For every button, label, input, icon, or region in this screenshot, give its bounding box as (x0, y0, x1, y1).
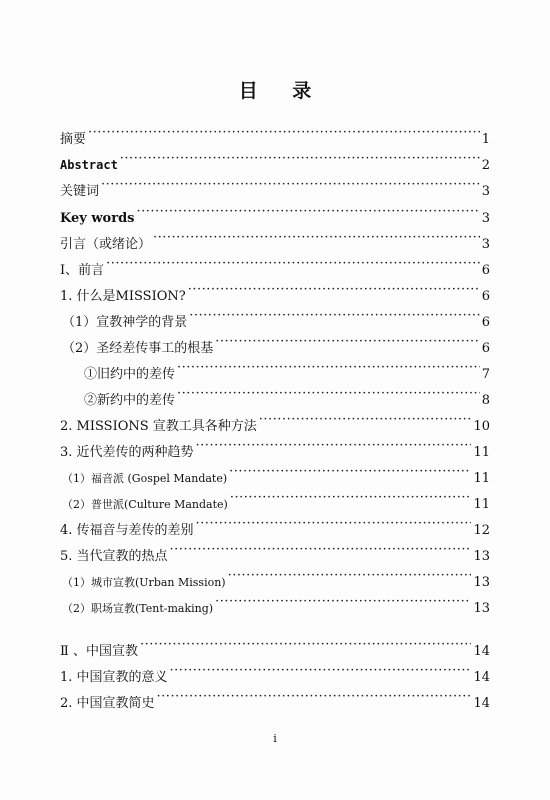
dot-leader (215, 332, 479, 352)
toc-entry-page: 3 (481, 211, 490, 226)
toc-entry-label: 引言（或绪论） (60, 237, 152, 252)
toc-entry-keywords-cn[interactable] (60, 175, 490, 199)
dot-leader (196, 436, 472, 456)
dot-leader (101, 175, 480, 195)
toc-entry-page: 14 (473, 696, 490, 711)
toc-entry-label: （1）福音派 (Gospel Mandate) (62, 472, 228, 485)
dot-leader (157, 687, 472, 707)
toc-entry-label: ①旧约中的差传 (84, 367, 176, 382)
toc-entry-label: 1. 中国宣教的意义 (60, 670, 168, 685)
toc-entry-label: 4. 传福音与差传的差别 (60, 523, 194, 538)
toc-entry-label: 关键词 (60, 184, 100, 199)
toc-entry-mission-methods[interactable] (60, 410, 490, 434)
toc-entry-biblical-foundation[interactable] (62, 332, 490, 356)
toc-entry-page: 13 (473, 575, 490, 590)
toc-entry-label: Ⅱ 、中国宣教 (60, 644, 138, 659)
toc-entry-label: 2. 中国宣教简史 (60, 696, 155, 711)
dot-leader (196, 514, 472, 534)
toc-entry-page: 6 (481, 315, 490, 330)
toc-entry-tent-making[interactable] (62, 592, 490, 616)
toc-entry-gospel-mandate[interactable] (62, 462, 490, 486)
toc-entry-page: 11 (473, 497, 490, 512)
toc-entry-page: 11 (473, 445, 490, 460)
toc-entry-label: Ⅰ、前言 (60, 263, 105, 278)
toc-entry-page: 14 (473, 670, 490, 685)
toc-entry-china-mission-history[interactable] (60, 687, 490, 711)
toc-entry-culture-mandate[interactable] (62, 488, 490, 512)
dot-leader (170, 540, 472, 560)
dot-leader (188, 280, 480, 300)
dot-leader (153, 228, 480, 248)
toc-entry-current-hotspots[interactable] (60, 540, 490, 564)
dot-leader (106, 254, 480, 274)
page-title: 目 录 (238, 80, 326, 102)
toc-entry-part-1[interactable] (60, 254, 490, 278)
toc-entry-evangelism-vs-mission[interactable] (60, 514, 490, 538)
toc-entry-label: Key words (60, 211, 135, 226)
toc-entry-label: 2. MISSIONS 宣教工具各种方法 (60, 419, 257, 434)
toc-entry-abstract-cn[interactable] (60, 123, 490, 147)
dot-leader (140, 635, 471, 655)
toc-entry-page: 6 (481, 289, 490, 304)
toc-entry-theology-background[interactable] (62, 306, 490, 330)
toc-entry-urban-mission[interactable] (62, 566, 490, 590)
dot-leader (88, 123, 480, 143)
toc-entry-page: 12 (473, 523, 490, 538)
toc-entry-label: ②新约中的差传 (84, 393, 176, 408)
dot-leader (177, 384, 480, 404)
toc-entry-page: 6 (481, 341, 490, 356)
dot-leader (228, 566, 472, 586)
toc-entry-page: 6 (481, 263, 490, 278)
toc-entry-page: 13 (473, 549, 490, 564)
toc-entry-label: 1. 什么是MISSION? (60, 289, 186, 304)
toc-entry-label: （2）圣经差传事工的根基 (62, 341, 214, 356)
dot-leader (259, 410, 472, 430)
toc-entry-label: 3. 近代差传的两种趋势 (60, 445, 194, 460)
dot-leader (229, 462, 471, 482)
toc-entry-page: 7 (481, 367, 490, 382)
dot-leader (120, 149, 480, 169)
toc-entry-page: 13 (473, 601, 490, 616)
toc-entry-old-testament[interactable] (84, 358, 490, 382)
dot-leader (136, 202, 479, 222)
toc-entry-page: 11 (473, 471, 490, 486)
toc-entry-label: Abstract (60, 158, 118, 172)
dot-leader (177, 358, 480, 378)
toc-entry-modern-trends[interactable] (60, 436, 490, 460)
toc-entry-page: 1 (481, 132, 490, 147)
dot-leader (230, 488, 472, 508)
toc-entry-new-testament[interactable] (84, 384, 490, 408)
toc-entry-label: 摘要 (60, 132, 87, 147)
toc-entry-introduction[interactable] (60, 228, 490, 252)
toc-entry-label: （2）普世派(Culture Mandate) (62, 498, 228, 511)
toc-entry-page: 14 (473, 644, 490, 659)
dot-leader (189, 306, 479, 326)
toc-entry-page: 3 (481, 184, 490, 199)
dot-leader (170, 661, 472, 681)
toc-entry-label: （1）城市宣教(Urban Mission) (62, 576, 226, 589)
toc-entry-label: （2）职场宣教(Tent-making) (62, 602, 214, 615)
toc-entry-label: （1）宣教神学的背景 (62, 315, 188, 330)
toc-entry-what-is-mission[interactable] (60, 280, 490, 304)
toc-entry-page: 3 (481, 237, 490, 252)
toc-entry-part-2[interactable] (60, 635, 490, 659)
toc-entry-label: 5. 当代宣教的热点 (60, 549, 168, 564)
toc-entry-page: 10 (473, 419, 490, 434)
page-footer-number: i (273, 732, 277, 745)
toc-entry-china-mission-meaning[interactable] (60, 661, 490, 685)
toc-entry-page: 8 (481, 393, 490, 408)
toc-entry-keywords-en[interactable] (60, 202, 490, 226)
toc-entry-abstract-en[interactable] (60, 149, 490, 173)
toc-entry-page: 2 (481, 158, 490, 173)
dot-leader (215, 592, 471, 612)
